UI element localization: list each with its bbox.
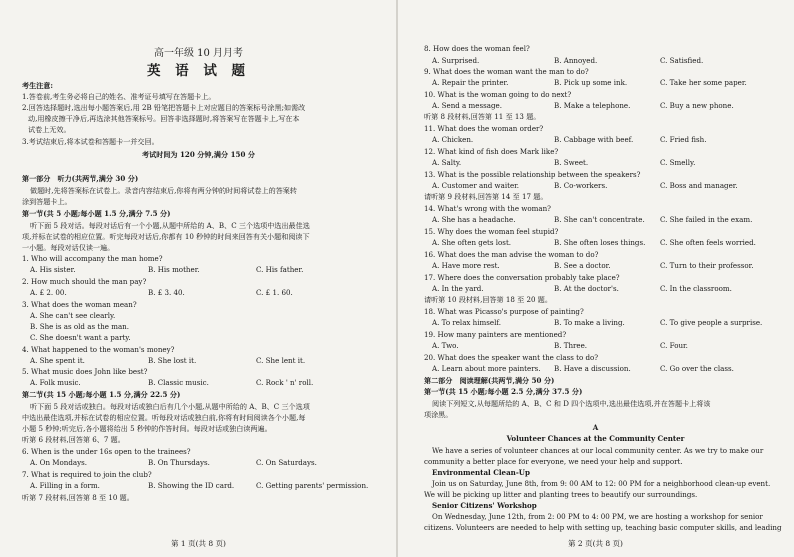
page-footer: 第 2 页(共 8 页) [568,539,623,548]
passage-intro: We have a series of volunteer chances at our local community center. As we try to make our [432,446,764,455]
option-b: B. Cabbage with beef. [554,135,634,144]
option-c: C. In the classroom. [660,284,732,293]
option-b: B. She often loses things. [554,238,646,247]
section2-heading: 第二节(共 15 小题;每小题 1.5 分,满分 22.5 分) [22,390,181,399]
option-c: C. She failed in the exam. [660,215,753,224]
part2-desc: 阅读下列短文,从每题所给的 A、B、C 和 D 四个选项中,选出最佳选项,并在答题卡上将该 [432,399,711,408]
page-2 [397,0,794,557]
option-c: C. Four. [660,341,688,350]
question-17: 17. Where does the conversation probably take place? [424,273,620,282]
senior-workshop-text: citizens. Volunteers are needed to help with setting up, teaching basic computer skills, and leading [424,523,782,532]
option-c: C. Go over the class. [660,364,734,373]
option-c: C. Buy a new phone. [660,101,734,110]
section1-desc: 一小题。每段对话仅读一遍。 [22,243,115,252]
option-a: A. On Mondays. [30,458,88,467]
option-c: C. His father. [256,265,304,274]
section1-desc: 项,并标在试卷的相应位置。听完每段对话后,你都有 10 秒钟的时间来回答有关小题和阅读下 [22,232,310,241]
option-b: B. Showing the ID card. [148,481,235,490]
option-c: C. On Saturdays. [256,458,317,467]
question-15: 15. Why does the woman feel stupid? [424,227,559,236]
option-a: A. Learn about more painters. [432,364,541,373]
question-5: 5. What music does John like best? [22,367,148,376]
option-a: A. His sister. [30,265,76,274]
option-b: B. Make a telephone. [554,101,631,110]
option-c: C. To give people a surprise. [660,318,763,327]
option-c: C. Getting parents' permission. [256,481,369,490]
note-line: 1.答卷前,考生务必将自己的姓名、准考证号填写在答题卡上。 [22,92,216,101]
option-c: C. She lent it. [256,356,306,365]
option-c: C. She doesn't want a party. [30,333,131,342]
question-8: 8. How does the woman feel? [424,44,530,53]
option-c: C. Take her some paper. [660,78,747,87]
note-line: 3.考试结束后,将本试卷和答题卡一并交回。 [22,137,159,146]
option-a: A. Filling in a form. [30,481,100,490]
option-a: A. Folk music. [30,378,81,387]
question-4: 4. What happened to the woman's money? [22,345,175,354]
option-a: A. Repair the printer. [432,78,509,87]
option-b: B. To make a living. [554,318,625,327]
option-a: A. To relax himself. [432,318,501,327]
question-10: 10. What is the woman going to do next? [424,90,572,99]
option-b: B. £ 3. 40. [148,288,185,297]
option-b: B. She is as old as the man. [30,322,130,331]
part1-desc: 涂到答题卡上。 [22,197,72,206]
section2-desc: 听下面 5 段对话或独白。每段对话或独白后有几个小题,从题中所给的 A、B、C 三个选项 [30,402,310,411]
section2-desc: 听第 6 段材料,回答第 6、7 题。 [22,435,125,444]
option-c: C. Fried fish. [660,135,707,144]
page-footer: 第 1 页(共 8 页) [171,539,226,548]
question-3: 3. What does the woman mean? [22,300,137,309]
section1-heading: 第一节(共 5 小题;每小题 1.5 分,满分 7.5 分) [22,209,171,218]
option-a: A. Have more rest. [432,261,500,270]
option-c: C. Satisfied. [660,56,704,65]
part1-heading: 第一部分 听力(共两节,满分 30 分) [22,174,139,183]
listening-instruction: 请听第 9 段材料,回答第 14 至 17 题。 [424,192,548,201]
senior-workshop-heading: Senior Citizens' Workshop [432,501,537,510]
option-b: B. Sweet. [554,158,589,167]
option-a: A. Salty. [432,158,462,167]
question-7: 7. What is required to join the club? [22,470,152,479]
option-a: A. Two. [432,341,459,350]
option-b: B. Three. [554,341,588,350]
question-16: 16. What does the man advise the woman to do? [424,250,599,259]
option-a: A. She can't see clearly. [30,311,116,320]
part1-desc: 做题时,先将答案标在试卷上。录音内容结束后,你将有两分钟的时间将试卷上的答案转 [30,186,297,195]
option-b: B. At the doctor's. [554,284,619,293]
option-b: B. She can't concentrate. [554,215,645,224]
option-b: B. His mother. [148,265,200,274]
question-6: 6. When is the under 16s open to the trainees? [22,447,191,456]
env-cleanup-heading: Environmental Clean-Up [432,468,530,477]
option-b: B. Co-workers. [554,181,608,190]
notes-heading: 考生注意: [22,81,53,90]
question-11: 11. What does the woman order? [424,124,544,133]
note-line: 试卷上无效。 [28,125,71,134]
option-a: A. She spent it. [30,356,85,365]
option-a: A. In the yard. [432,284,484,293]
note-line: 2.回答选择题时,选出每小题答案后,用 2B 铅笔把答题卡上对应题目的答案标号涂黑;如需改 [22,103,306,112]
question-1: 1. Who will accompany the man home? [22,254,163,263]
section1-desc: 听下面 5 段对话。每段对话后有一个小题,从题中所给的 A、B、C 三个选项中选出最佳选 [30,221,310,230]
option-b: B. See a doctor. [554,261,611,270]
exam-title: 高一年级 10 月月考 [153,48,244,59]
senior-workshop-text: On Wednesday, June 12th, from 2: 00 PM to 4: 00 PM, we are hosting a workshop for senior [432,512,763,521]
section2-desc: 小题 5 秒钟;听完后,各小题将给出 5 秒钟的作答时间。每段对话或独白读两遍。 [22,424,272,433]
option-b: B. Have a discussion. [554,364,631,373]
question-9: 9. What does the woman want the man to do? [424,67,589,76]
option-a: A. £ 2. 00. [30,288,67,297]
env-cleanup-text: We will be picking up litter and planting trees to beautify our surroundings. [424,490,698,499]
exam-time-line: 考试时间为 120 分钟,满分 150 分 [142,150,255,159]
option-b: B. Classic music. [148,378,209,387]
question-13: 13. What is the possible relationship between the speakers? [424,170,641,179]
option-a: A. She often gets lost. [432,238,512,247]
listening-instruction: 听第 7 段材料,回答第 8 至 10 题。 [22,493,134,502]
question-12: 12. What kind of fish does Mark like? [424,147,559,156]
option-c: C. Boss and manager. [660,181,738,190]
question-18: 18. What was Picasso's purpose of painting? [424,307,584,316]
option-b: B. Annoyed. [554,56,598,65]
option-a: A. Surprised. [432,56,480,65]
env-cleanup-text: Join us on Saturday, June 8th, from 9: 00 AM to 12: 00 PM for a neighborhood clean-up event. [432,479,771,488]
listening-instruction: 听第 8 段材料,回答第 11 至 13 题。 [424,112,541,121]
question-14: 14. What's wrong with the woman? [424,204,551,213]
exam-subject-title: 英 语 试 题 [146,63,251,79]
option-c: C. Rock ' n' roll. [256,378,314,387]
option-a: A. She has a headache. [432,215,516,224]
passage-intro: community a better place for everyone, we need your help and support. [424,457,683,466]
section2-desc: 中选出最佳选项,并标在试卷的相应位置。听每段对话或独白前,你将有时间阅读各个小题,每 [22,413,306,422]
option-c: C. £ 1. 60. [256,288,293,297]
option-a: A. Send a message. [432,101,502,110]
part2-desc: 项涂黑。 [424,410,453,419]
option-c: C. She often feels worried. [660,238,756,247]
question-19: 19. How many painters are mentioned? [424,330,567,339]
listening-instruction: 请听第 10 段材料,回答第 18 至 20 题。 [424,295,552,304]
part2-section1-heading: 第一节(共 15 小题;每小题 2.5 分,满分 37.5 分) [424,387,583,396]
option-a: A. Customer and waiter. [432,181,520,190]
option-c: C. Smelly. [660,158,696,167]
part2-heading: 第二部分 阅读理解(共两节,满分 50 分) [424,376,555,385]
passage-title: Volunteer Chances at the Community Center [506,434,685,443]
option-c: C. Turn to their professor. [660,261,754,270]
option-b: B. On Thursdays. [148,458,210,467]
note-line: 动,用橡皮擦干净后,再选涂其他答案标号。回答非选择题时,将答案写在答题卡上,写在本 [28,114,300,123]
passage-letter: A [592,423,599,432]
option-a: A. Chicken. [432,135,474,144]
option-b: B. She lost it. [148,356,197,365]
question-20: 20. What does the speaker want the class to do? [424,353,599,362]
option-b: B. Pick up some ink. [554,78,628,87]
question-2: 2. How much should the man pay? [22,277,147,286]
